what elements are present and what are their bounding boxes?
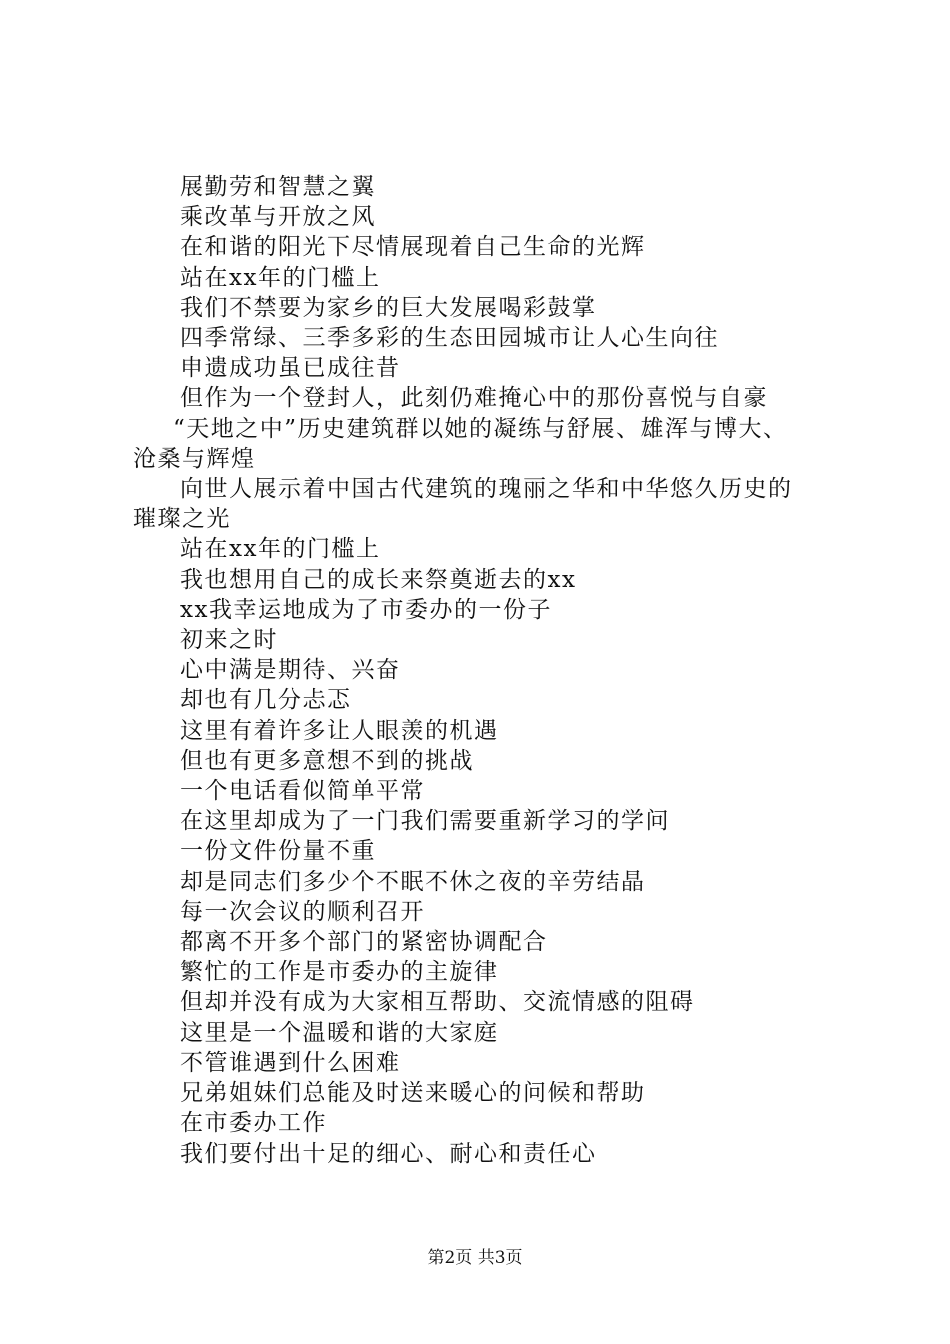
document-body xyxy=(133,172,873,1169)
text-line: 兄弟姐妹们总能及时送来暖心的问候和帮助 xyxy=(180,1080,646,1107)
text-line: 我们不禁要为家乡的巨大发展喝彩鼓掌 xyxy=(180,294,597,321)
text-line: 站在xx年的门槛上 xyxy=(180,536,381,563)
text-line: 申遗成功虽已成往昔 xyxy=(180,355,401,382)
text-line: xx我幸运地成为了市委办的一份子 xyxy=(180,596,552,623)
text-line: 但却并没有成为大家相互帮助、交流情感的阻碍 xyxy=(180,989,695,1016)
text-line: 但作为一个登封人，此刻仍难掩心中的那份喜悦与自豪 xyxy=(180,385,768,412)
text-line: 四季常绿、三季多彩的生态田园城市让人心生向往 xyxy=(180,325,719,352)
text-line-continuation: 璀璨之光 xyxy=(133,506,231,533)
text-line: 却也有几分忐忑 xyxy=(180,687,352,714)
text-line: 初来之时 xyxy=(180,627,278,654)
text-line: “天地之中”历史建筑群以她的凝练与舒展、雄浑与博大、 xyxy=(173,415,788,442)
page-footer: 第2页 共3页 xyxy=(427,1248,523,1268)
text-line: 这里有着许多让人眼羡的机遇 xyxy=(180,717,499,744)
text-line: 却是同志们多少个不眠不休之夜的辛劳结晶 xyxy=(180,868,646,895)
text-line: 我们要付出十足的细心、耐心和责任心 xyxy=(180,1140,597,1167)
text-line: 展勤劳和智慧之翼 xyxy=(180,174,376,200)
text-line: 但也有更多意想不到的挑战 xyxy=(180,747,474,774)
text-line: 在和谐的阳光下尽情展现着自己生命的光辉 xyxy=(180,234,646,261)
text-line: 站在xx年的门槛上 xyxy=(180,264,381,291)
text-line: 乘改革与开放之风 xyxy=(180,204,376,231)
text-line: 向世人展示着中国古代建筑的瑰丽之华和中华悠久历史的 xyxy=(180,476,793,503)
text-line: 在这里却成为了一门我们需要重新学习的学问 xyxy=(180,808,670,835)
text-line: 不管谁遇到什么困难 xyxy=(180,1049,401,1076)
text-line: 一份文件份量不重 xyxy=(180,838,376,865)
text-line: 每一次会议的顺利召开 xyxy=(180,898,425,925)
text-line: 一个电话看似简单平常 xyxy=(180,778,425,805)
text-line-continuation: 沧桑与辉煌 xyxy=(133,445,256,472)
text-line: 在市委办工作 xyxy=(180,1110,327,1137)
text-line: 我也想用自己的成长来祭奠逝去的xx xyxy=(180,566,577,593)
text-line: 心中满是期待、兴奋 xyxy=(180,657,401,684)
text-line: 都离不开多个部门的紧密协调配合 xyxy=(180,929,548,956)
text-line: 这里是一个温暖和谐的大家庭 xyxy=(180,1019,499,1046)
text-line: 繁忙的工作是市委办的主旋律 xyxy=(180,959,499,986)
